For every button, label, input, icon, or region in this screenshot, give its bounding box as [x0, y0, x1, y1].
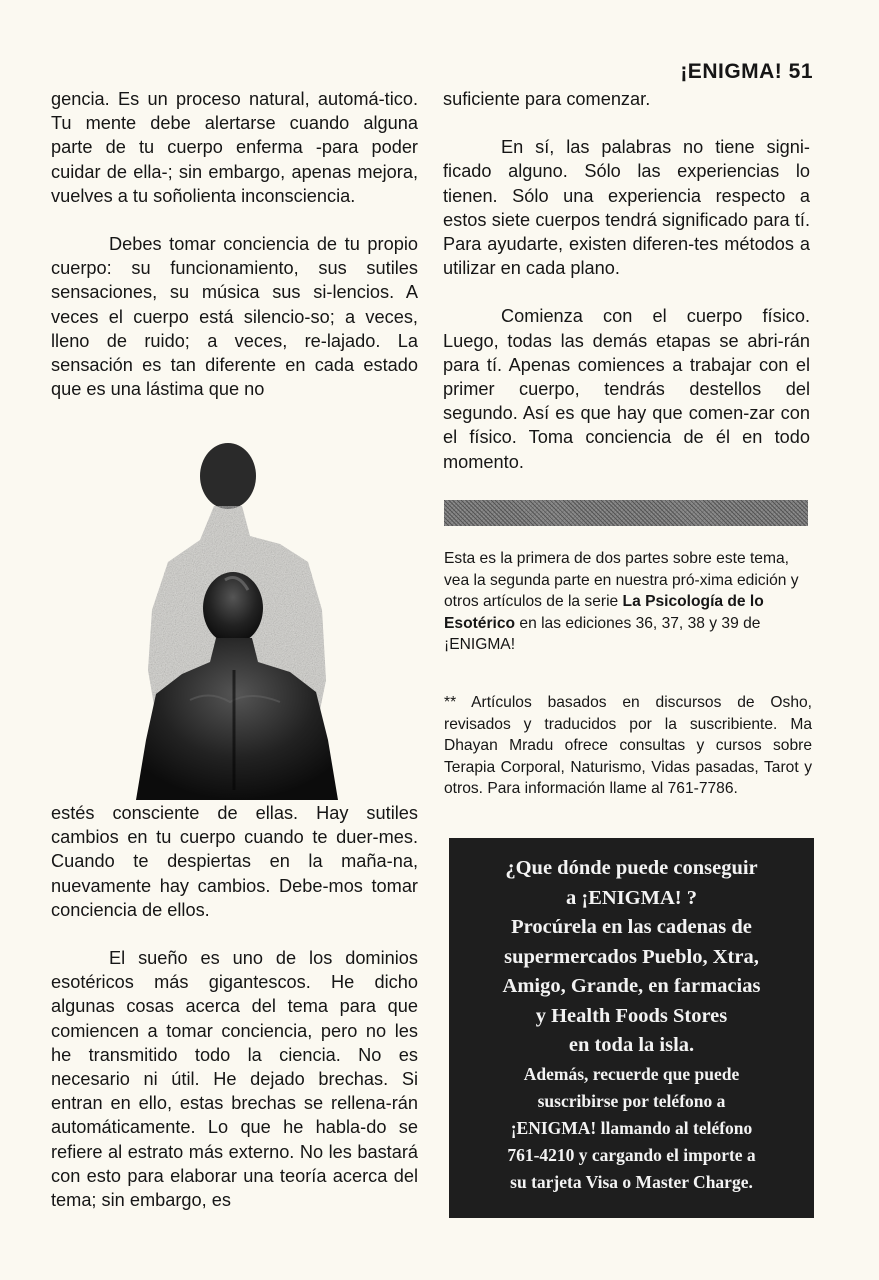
left-paragraph-3: estés consciente de ellas. Hay sutiles cambios en tu cuerpo cuando te duer-mes. Cuando te despiertas en la maña-na, nuevamente hay cambios. Debe-mos tomar conciencia de ellos.	[51, 803, 418, 920]
series-note	[444, 548, 812, 656]
series-title: La Psicología de lo Esotérico	[444, 593, 764, 632]
ad-line-11: 761-4210 y cargando el importe a	[507, 1144, 756, 1165]
left-paragraph-4: El sueño es uno de los dominios esotéricos más gigantescos. He dicho algunas cosas acerca del tema para que comiencen a tomar conciencia, pero no les he transmitido todo la ciencia. No es necesario ni útil. He dejado brechas. Si entran en ello, estas brechas se rellena-rán automáticamente. Lo que he habla-do se refiere al estrato más externo. No les bastará con esto para elaborar una teoría acerca del tema; sin embargo, es	[51, 948, 418, 1211]
ad-line-1: ¿Que dónde puede conseguir	[505, 857, 758, 879]
right-column	[443, 87, 810, 474]
ad-line-12: su tarjeta Visa o Master Charge.	[510, 1171, 753, 1192]
right-paragraph-1: suficiente para comenzar.	[443, 89, 651, 109]
ad-line-10: ¡ENIGMA! llamando al teléfono	[510, 1117, 753, 1138]
series-note-text: Esta es la primera de dos partes sobre este tema, vea la segunda parte en nuestra pró-xima edición y otros artículos de la serie	[444, 550, 799, 611]
left-paragraph-2: Debes tomar conciencia de tu propio cuerpo: su funcionamiento, sus sutiles sensaciones, su música sus si-lencios. A veces el cuerpo está silencio-so; a veces, lleno de ruido; a veces, re-lajado. La sensación es tan diferente en cada estado que es una lástima que no	[51, 234, 418, 400]
author-note: ** Artículos basados en discursos de Osho, revisados y traducidos por la suscribiente. Ma Dhayan Mradu ofrece consultas y cursos sobre Terapia Corporal, Naturismo, Vidas pasadas, Tarot y otros. Para información llame al 761-7786.	[444, 694, 812, 798]
ad-line-2: a ¡ENIGMA! ?	[566, 886, 697, 909]
ad-line-4: supermercados Pueblo, Xtra,	[504, 945, 759, 968]
series-note-editions: en las ediciones 36, 37, 38 y 39 de ¡ENIGMA!	[444, 614, 761, 654]
subscription-ad-box	[449, 838, 814, 1218]
left-paragraph-1: gencia. Es un proceso natural, automá-tico. Tu mente debe alertarse cuando alguna parte de tu cuerpo enferma -para poder cuidar de ella-; sin embargo, apenas mejora, vuelves a tu soñolienta inconsciencia.	[51, 89, 418, 206]
two-bodies-illustration	[130, 440, 342, 800]
ad-line-3: Procúrela en las cadenas de	[511, 916, 752, 938]
running-header: ¡ENIGMA! 51	[680, 60, 813, 83]
left-column	[51, 87, 418, 401]
right-paragraph-2: En sí, las palabras no tiene signi-ficado alguno. Sólo las experiencias lo tienen. Sólo una experiencia respecto a estos siete cuerpos tendrá significado para tí. Para ayudarte, existen diferen-tes métodos a utilizar en cada plano.	[443, 137, 810, 279]
ad-line-8: Además, recuerde que puede	[523, 1063, 740, 1084]
hatched-divider	[444, 500, 808, 526]
right-paragraph-3: Comienza con el cuerpo físico. Luego, todas las demás etapas se abri-rán para tí. Apenas comiences a trabajar con el primer cuerpo, tendrás destellos del segundo. Así es que hay que comen-zar con el físico. Toma conciencia de él en todo momento.	[443, 306, 810, 472]
ad-line-5: Amigo, Grande, en farmacias	[502, 975, 761, 997]
ad-line-9: suscribirse por teléfono a	[537, 1090, 726, 1111]
ad-line-7: en toda la isla.	[568, 1034, 695, 1056]
ad-line-6: y Health Foods Stores	[535, 1004, 728, 1027]
left-column-continued	[51, 801, 418, 1212]
